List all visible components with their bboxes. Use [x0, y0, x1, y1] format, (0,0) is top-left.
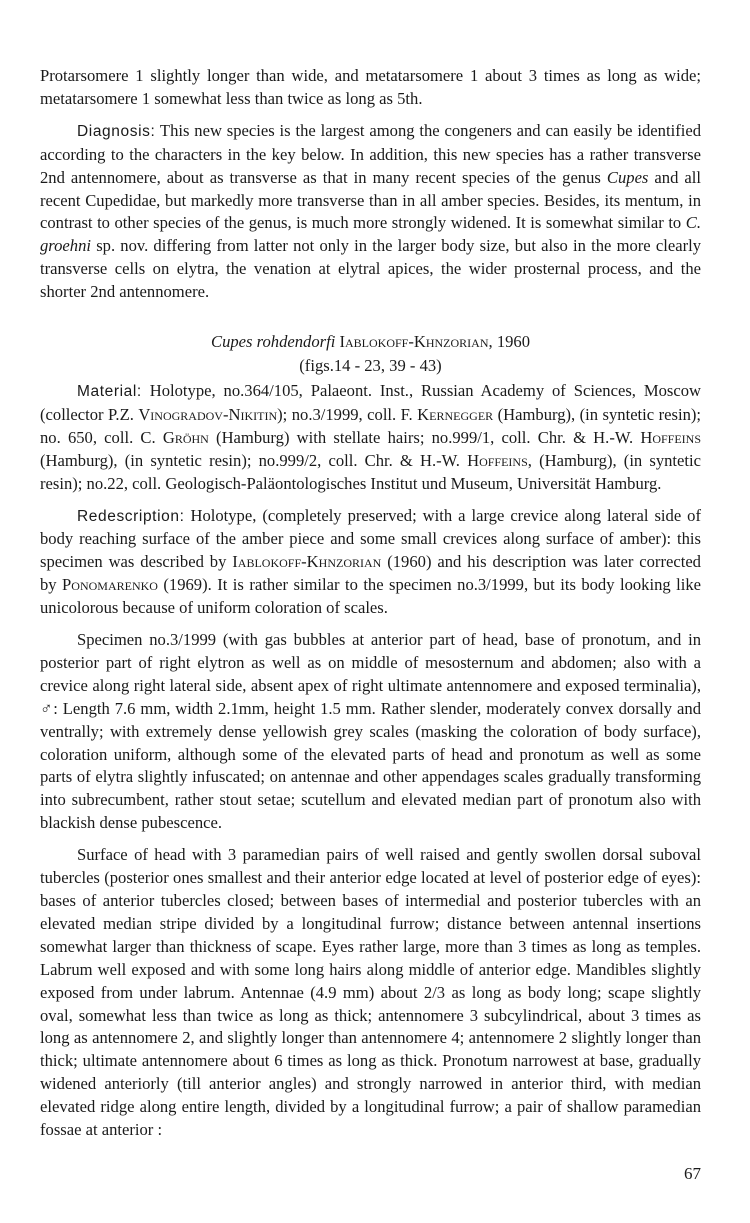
- collector-name: Hoffeins: [640, 427, 702, 447]
- author-name: Ponomarenko: [62, 575, 158, 595]
- paragraph-text: and all recent Cupedidae, but markedly more transverse than in all amber species. Besides, its mentum, in contrast to other species of the genus, is much more strongly widened. It is somewhat similar to: [40, 167, 702, 233]
- section-heading-diagnosis: Diagnosis:: [77, 122, 156, 140]
- body-text: [40, 65, 701, 1151]
- collector-name: Gröhn: [162, 427, 209, 447]
- paragraph-surface: [40, 844, 701, 1142]
- paragraph-redescription: [40, 505, 701, 621]
- species-title: Cupes rohdendorfi: [211, 332, 336, 352]
- species-heading: [40, 330, 701, 353]
- section-heading-material: Material:: [77, 382, 142, 400]
- paragraph-material: [40, 380, 701, 496]
- paragraph-text: This new species is the largest among the congeners and can easily be identified according to the characters in the key below. In addition, this new species has a rather transverse 2nd antennomere, about as transverse as that in many recent species of the genus: [40, 120, 701, 187]
- paragraph-text: (Hamburg) with stellate hairs; no.999/1, coll. Chr. & H.-W.: [208, 427, 641, 447]
- paragraph-tarsomeres: [40, 65, 701, 111]
- genus-name: Cupes: [606, 167, 649, 187]
- species-name: C. groehni: [40, 213, 701, 256]
- paragraph-specimen: [40, 629, 701, 835]
- paragraph-text: Holotype, no.364/105, Palaeont. Inst., Russian Academy of Sciences, Moscow (collector P.Z.: [40, 380, 701, 424]
- paragraph-text: Protarsomere 1 slightly longer than wide, and metatarsomere 1 about 3 times as long as wide; metatarsomere 1 somewhat less than twice as long as 5th.: [40, 66, 701, 108]
- paragraph-diagnosis: [40, 120, 701, 304]
- collector-name: Hoffeins: [467, 450, 528, 470]
- paragraph-text: (Hamburg), (in syntetic resin); no. 650, coll. C.: [40, 404, 701, 447]
- paragraph-text: ); no.3/1999, coll. F.: [277, 404, 418, 424]
- species-year: , 1960: [488, 332, 530, 352]
- section-heading-redescription: Redescription:: [77, 507, 185, 525]
- collector-name: Kernegger: [417, 404, 494, 424]
- figure-reference: (figs.14 - 23, 39 - 43): [299, 356, 442, 376]
- species-author: Iablokoff-Khnzorian: [339, 332, 489, 352]
- paragraph-text: Surface of head with 3 paramedian pairs of well raised and gently swollen dorsal suboval tubercles (posterior ones smallest and their anterior edge located at level of posterior edge of eyes): bases of anterior tubercles closed; between bases of intermedial and posterior tubercles with an elevated median stripe divided by a longitudinal furrow; distance between antennal insertions somewhat larger than thickness of scape. Eyes rather large, more than 3 times as long as temples. Labrum well exposed and with some long hairs along middle of anterior edge. Mandibles slightly exposed from under labrum. Antennae (4.9 mm) about 2/3 as long as body long; scape slightly oval, somewhat less than twice as long as thick; antennomere 3 subcylindrical, about 3 times as long as antennomere 2, and slightly longer than antennomere 4; antennomere 2 slightly longer than thick; ultimate antennomere about 6 times as long as thick. Pronotum narrowest at base, gradually widened anteriorly (till anterior angles) and strongly narrowed in anterior third, with median elevated ridge along entire length, divided by a longitudinal furrow; a pair of shallow paramedian fossae at anterior :: [40, 845, 701, 1140]
- author-name: Iablokoff-Khnzorian: [232, 552, 382, 572]
- paragraph-text: Holotype, (completely preserved; with a large crevice along lateral side of body reaching surface of the amber piece and some small crevices along surface of amber): this specimen was described by: [40, 505, 701, 572]
- paragraph-text: Specimen no.3/1999 (with gas bubbles at anterior part of head, base of pronotum, and in posterior part of right elytron as well as on middle of mesosternum and abdomen; also with a crevice along right lateral side, absent apex of right ultimate antennomere and exposed terminalia), ♂: Length 7.6 mm, width 2.1mm, height 1.5 mm. Rather slender, moderately convex dorsally and ventrally; with extremely dense yellowish grey scales (masking the coloration of body surface), coloration uniform, although some of the elevated parts of head and pronotum as well as some parts of elytra slightly infuscated; on antennae and other appendages scales gradually transforming into subrecumbent, rather stout setae; scutellum and elevated median part of pronotum also with blackish dense pubescence.: [40, 630, 701, 833]
- paragraph-text: , (Hamburg), (in syntetic resin); no.22, coll. Geologisch-Paläontologisches Institut und Museum, Universität Hamburg.: [40, 450, 701, 493]
- paragraph-text: sp. nov. differing from latter not only in the larger body size, but also in the more clearly transverse cells on elytra, the venation at elytral apices, the wider prosternal process, and the shorter 2nd antennomere.: [40, 236, 701, 302]
- page-number: 67: [684, 1164, 701, 1183]
- collector-name: Vinogradov-Nikitin: [138, 404, 278, 424]
- paragraph-text: (1969). It is rather similar to the specimen no.3/1999, but its body looking like unicolorous because of uniform coloration of scales.: [40, 575, 701, 618]
- paragraph-text: (1960) and his description was later corrected by: [40, 552, 701, 595]
- paragraph-text: (Hamburg), (in syntetic resin); no.999/2, coll. Chr. & H.-W.: [40, 450, 468, 470]
